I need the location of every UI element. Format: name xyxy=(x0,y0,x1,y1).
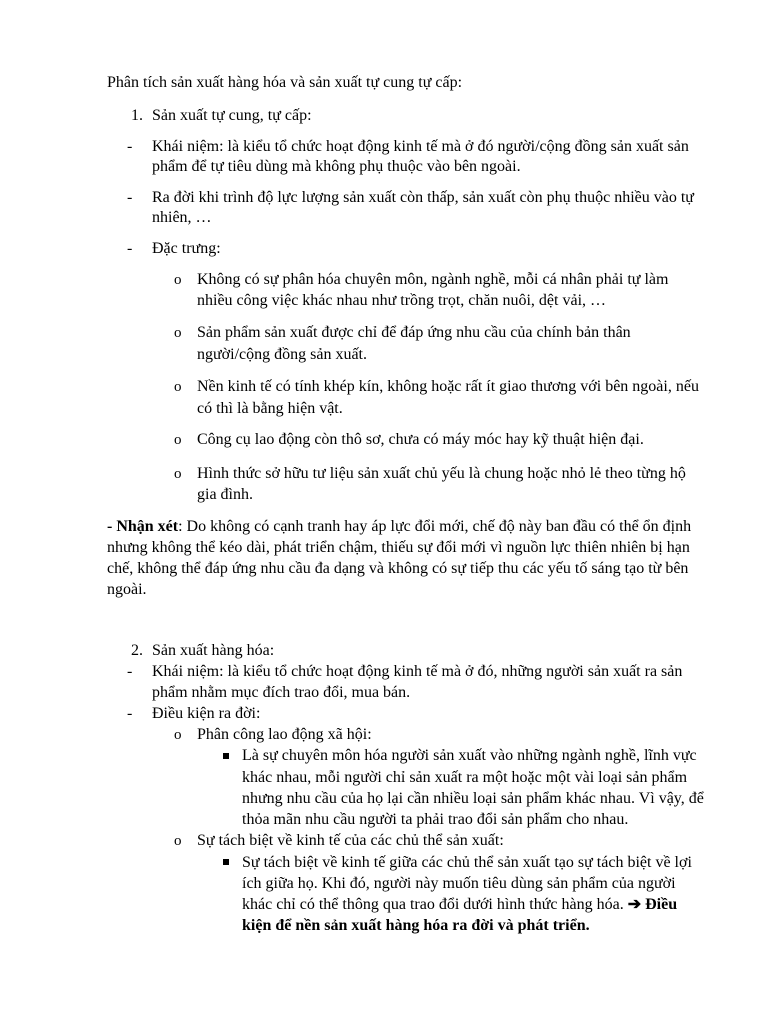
list-marker: o xyxy=(174,272,182,288)
section2-number: 2. xyxy=(131,642,143,659)
list-marker: o xyxy=(174,727,182,743)
condition-heading: Sự tách biệt về kinh tế của các chủ thể sản xuất: xyxy=(197,832,504,849)
remark-line: chế, không thể đáp ứng nhu cầu đa dạng và không có sự tiếp thu các yếu tố sáng tạo từ bên xyxy=(107,560,689,577)
feature-line: Không có sự phân hóa chuyên môn, ngành nghề, mỗi cá nhân phải tự làm xyxy=(197,271,669,288)
list-marker: - xyxy=(127,705,133,722)
condition-detail-line: nhưng nhu cầu của họ lại cần nhiều loại sản phẩm khác nhau. Vì vậy, để xyxy=(242,790,704,807)
square-bullet-icon xyxy=(223,859,229,865)
condition-heading: Phân công lao động xã hội: xyxy=(197,726,372,743)
condition-detail-line: thỏa mãn nhu cầu người ta phải trao đổi sản phẩm cho nhau. xyxy=(242,811,629,828)
document-title: Phân tích sản xuất hàng hóa và sản xuất tự cung tự cấp: xyxy=(107,74,463,91)
remark-text: : Do không có cạnh tranh hay áp lực đổi mới, chế độ này ban đầu có thể ổn định xyxy=(178,518,692,535)
concept-line: Khái niệm: là kiểu tổ chức hoạt động kinh tế mà ở đó, những người sản xuất ra sản xyxy=(152,663,683,680)
feature-line: Nền kinh tế có tính khép kín, không hoặc rất ít giao thương với bên ngoài, nếu xyxy=(197,378,699,395)
feature-line: người/cộng đồng sản xuất. xyxy=(197,346,367,363)
conditions-heading: Điều kiện ra đời: xyxy=(152,705,261,722)
condition-detail-line: khác nhau, mỗi người chỉ sản xuất ra một hoặc một vài loại sản phẩm xyxy=(242,769,688,786)
section2-heading: Sản xuất hàng hóa: xyxy=(152,642,275,659)
list-marker: o xyxy=(174,379,182,395)
list-marker: o xyxy=(174,325,182,341)
list-marker: o xyxy=(174,466,182,482)
concept-line: Khái niệm: là kiểu tổ chức hoạt động kinh tế mà ở đó người/cộng đồng sản xuất sản xyxy=(152,138,689,155)
arrow-right-icon: ➔ xyxy=(627,896,642,913)
remark-line: nhưng không thể kéo dài, phát triển chậm, thiếu sự đổi mới vì nguồn lực thiên nhiên bị hạn xyxy=(107,539,690,556)
feature-line: Hình thức sở hữu tư liệu sản xuất chủ yếu là chung hoặc nhỏ lẻ theo từng hộ xyxy=(197,465,686,482)
remark-line xyxy=(107,517,691,537)
remark-line: ngoài. xyxy=(107,581,147,598)
conclusion-text: kiện để nền sản xuất hàng hóa ra đời và phát triển. xyxy=(242,917,590,934)
condition-detail-text: khác chỉ có thể thông qua trao đổi dưới hình thức hàng hóa. xyxy=(242,896,628,913)
list-marker: o xyxy=(174,432,182,448)
list-marker: - xyxy=(127,240,133,257)
list-marker: - xyxy=(127,138,133,155)
list-marker: - xyxy=(127,663,133,680)
square-bullet-icon xyxy=(223,753,229,759)
section1-number: 1. xyxy=(131,107,143,124)
feature-line: Công cụ lao động còn thô sơ, chưa có máy móc hay kỹ thuật hiện đại. xyxy=(197,431,644,448)
concept-line: phẩm để tự tiêu dùng mà không phụ thuộc vào bên ngoài. xyxy=(152,158,521,175)
feature-line: gia đình. xyxy=(197,486,253,503)
list-marker: - xyxy=(127,189,133,206)
condition-detail-line: Là sự chuyên môn hóa người sản xuất vào những ngành nghề, lĩnh vực xyxy=(242,747,697,764)
origin-line: nhiên, … xyxy=(152,209,212,226)
feature-line: nhiều công việc khác nhau như trồng trọt, chăn nuôi, dệt vải, … xyxy=(197,292,607,309)
conclusion-text: Điều xyxy=(641,896,678,913)
condition-detail-line: ích giữa họ. Khi đó, người này muốn tiêu dùng sản phẩm của người xyxy=(242,875,676,892)
feature-line: có thì là bằng hiện vật. xyxy=(197,400,343,417)
features-heading: Đặc trưng: xyxy=(152,240,221,257)
concept-line: phẩm nhằm mục đích trao đổi, mua bán. xyxy=(152,684,411,701)
condition-detail-line xyxy=(242,895,677,915)
remark-label: - Nhận xét xyxy=(107,518,179,535)
list-marker: o xyxy=(174,833,182,849)
section1-heading: Sản xuất tự cung, tự cấp: xyxy=(152,107,312,124)
condition-detail-line: Sự tách biệt về kinh tế giữa các chủ thể sản xuất tạo sự tách biệt về lợi xyxy=(242,854,692,871)
feature-line: Sản phẩm sản xuất được chỉ để đáp ứng nhu cầu của chính bản thân xyxy=(197,324,631,341)
origin-line: Ra đời khi trình độ lực lượng sản xuất còn thấp, sản xuất còn phụ thuộc nhiều vào tự xyxy=(152,189,694,206)
